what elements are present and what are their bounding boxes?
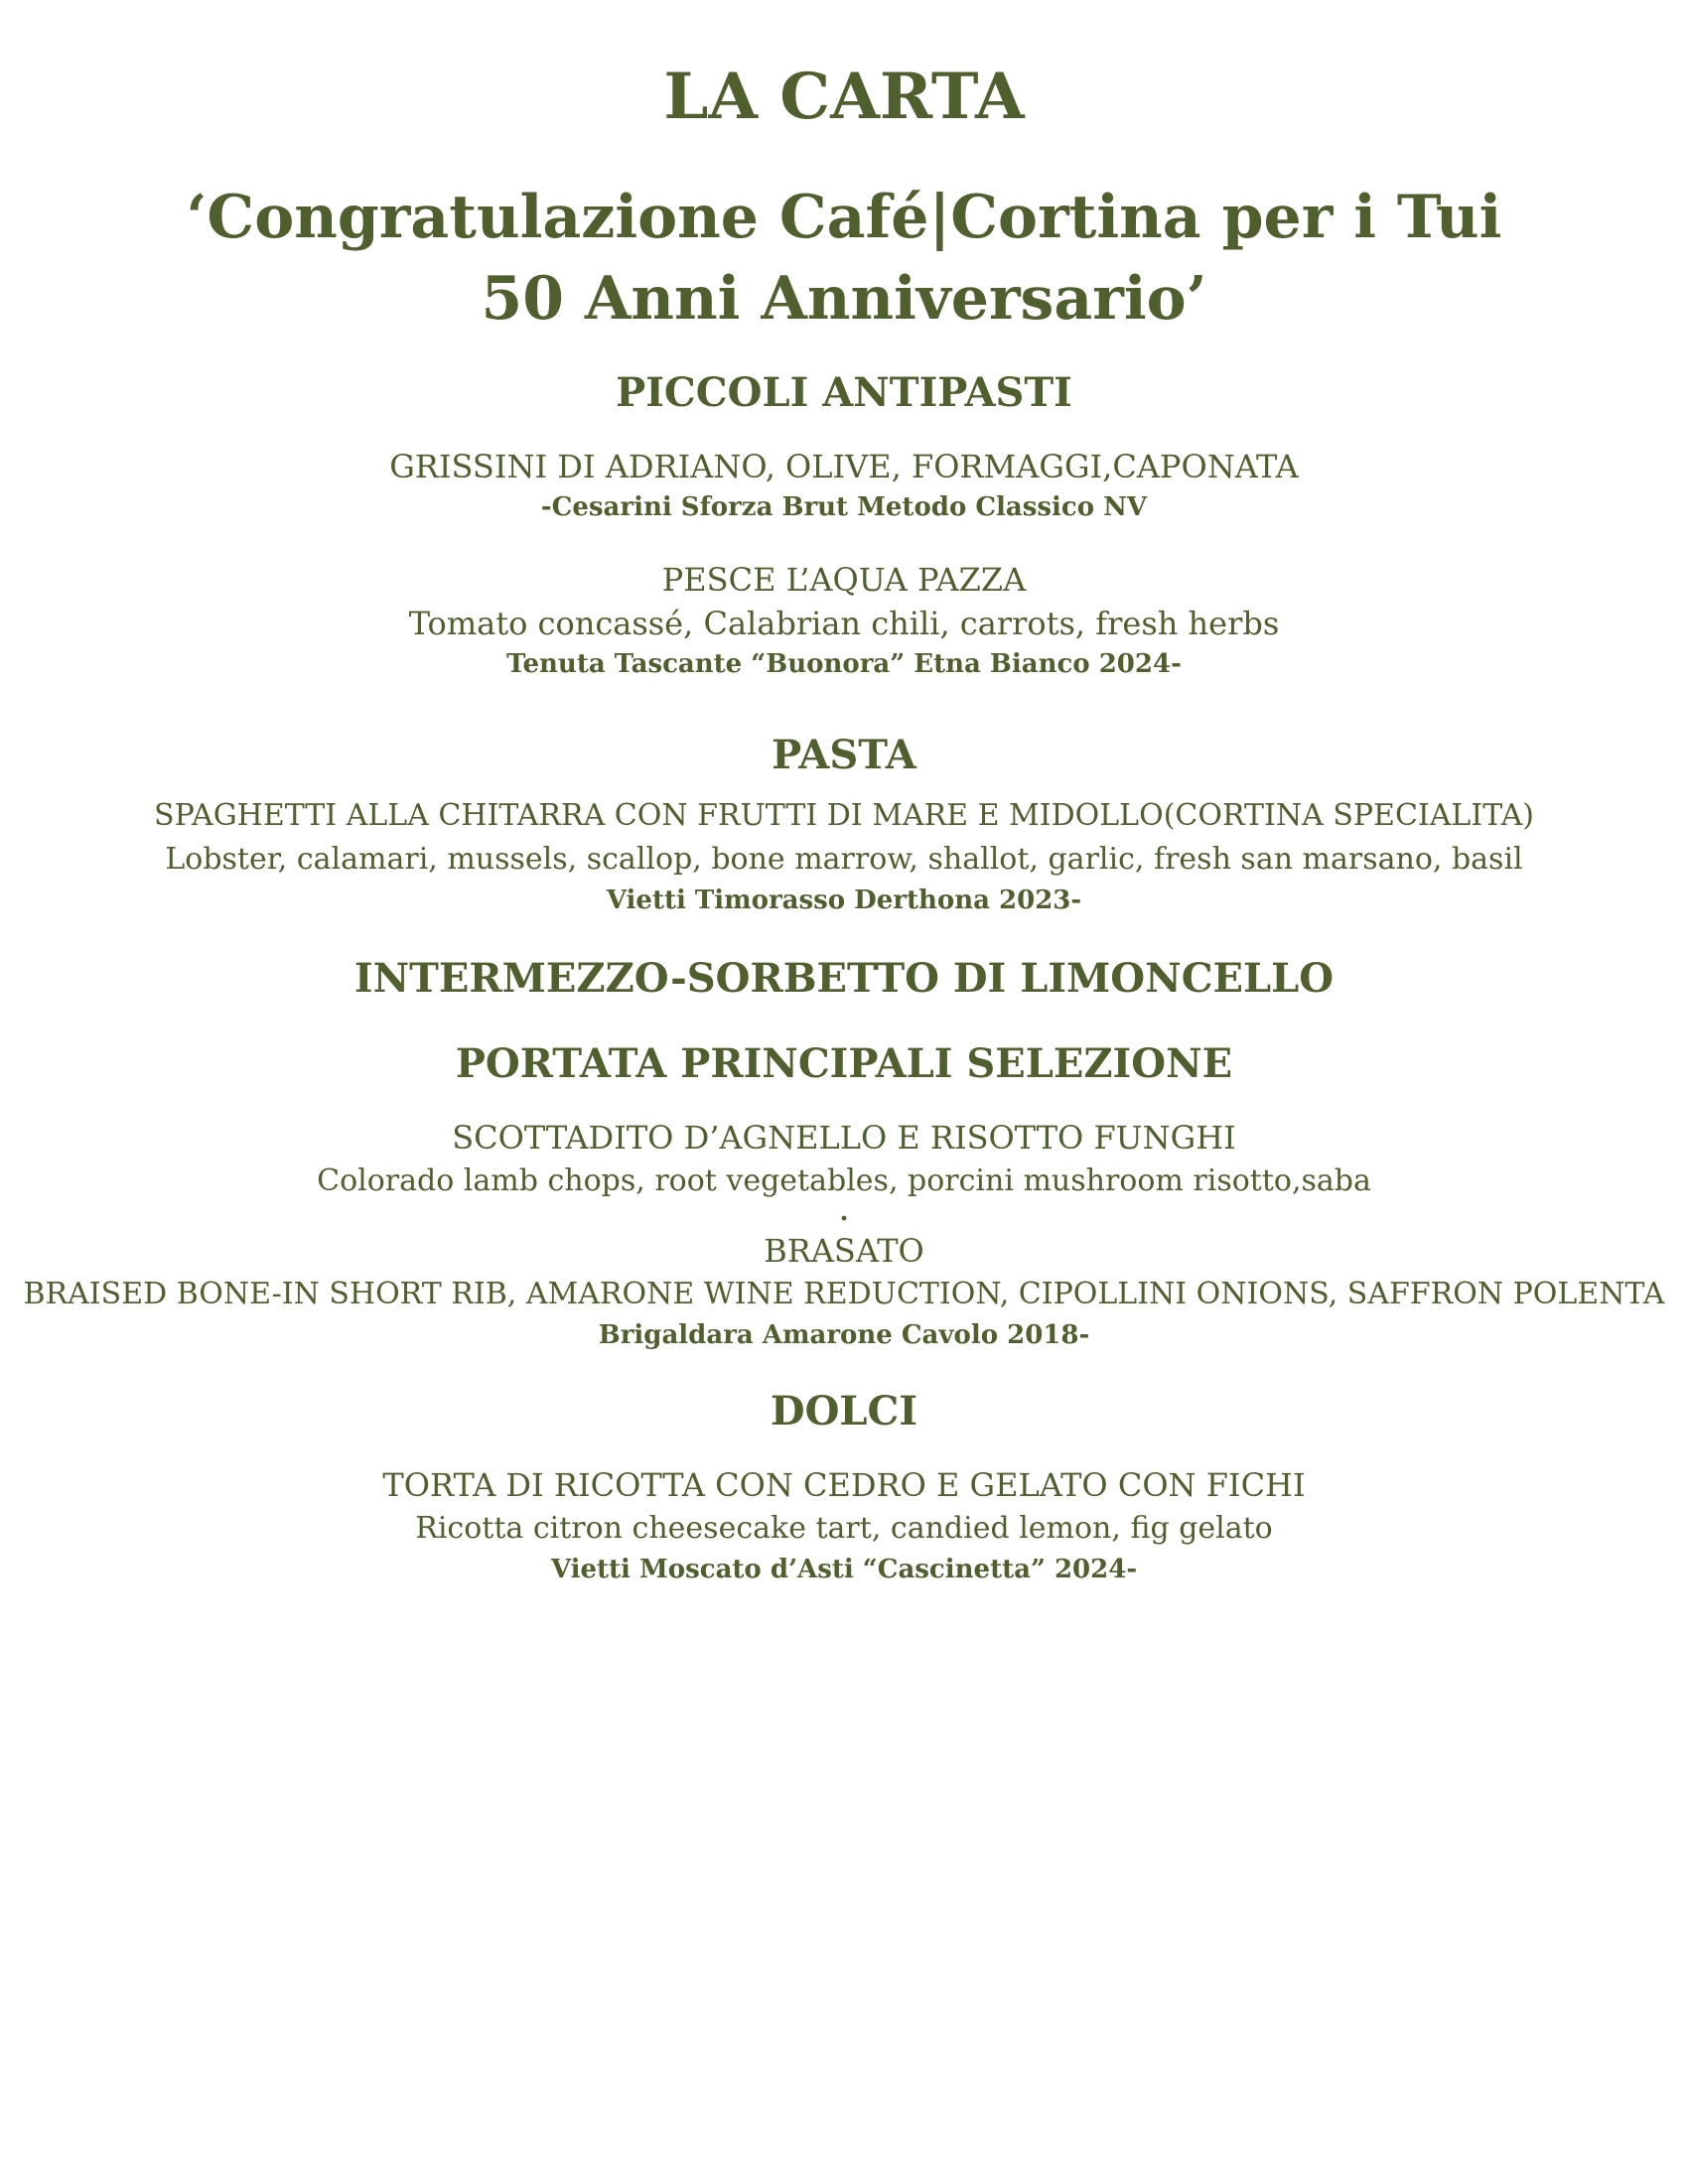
wine-pairing: Tenuta Tascante “Buonora” Etna Bianco 2024- — [506, 649, 1182, 679]
section-heading: INTERMEZZO-SORBETTO DI LIMONCELLO — [353, 955, 1335, 1002]
menu-item — [0, 1463, 1688, 1588]
dish-description: Tomato concassé, Calabrian chili, carrots, fresh herbs — [408, 605, 1280, 642]
menu-subtitle — [0, 177, 1688, 340]
wine-pairing: Vietti Timorasso Derthona 2023- — [606, 886, 1082, 915]
section-heading: DOLCI — [770, 1388, 918, 1434]
section-heading: PASTA — [772, 732, 916, 778]
dish-name: BRASATO — [764, 1232, 924, 1270]
menu-item — [0, 794, 1688, 919]
subtitle-line-2: 50 Anni Anniversario’ — [481, 264, 1207, 334]
section-dolci — [0, 1386, 1688, 1437]
dish-description: Colorado lamb chops, root vegetables, porcini mushroom risotto,saba — [317, 1163, 1371, 1198]
dish-name: SPAGHETTI ALLA CHITARRA CON FRUTTI DI MARE E MIDOLLO(CORTINA SPECIALITA) — [154, 798, 1534, 833]
menu-item — [0, 445, 1688, 526]
menu-item — [0, 558, 1688, 683]
dish-name: SCOTTADITO D’AGNELLO E RISOTTO FUNGHI — [452, 1119, 1236, 1157]
menu-item — [0, 1229, 1688, 1354]
section-heading: PICCOLI ANTIPASTI — [616, 369, 1072, 416]
dish-description: Ricotta citron cheesecake tart, candied lemon, fig gelato — [415, 1511, 1273, 1546]
section-antipasti — [0, 367, 1688, 419]
dish-description: BRAISED BONE-IN SHORT RIB, AMARONE WINE REDUCTION, CIPOLLINI ONIONS, SAFFRON POLENTA — [23, 1277, 1665, 1311]
section-main-courses — [0, 1038, 1688, 1090]
wine-pairing: Brigaldara Amarone Cavolo 2018- — [598, 1320, 1090, 1350]
subtitle-line-1: ‘Congratulazione Café|Cortina per i Tui — [186, 183, 1502, 252]
dish-name: TORTA DI RICOTTA CON CEDRO E GELATO CON FICHI — [382, 1466, 1306, 1504]
menu-item — [0, 1116, 1688, 1227]
dish-name: GRISSINI DI ADRIANO, OLIVE, FORMAGGI,CAPONATA — [389, 448, 1299, 485]
section-heading: PORTATA PRINCIPALI SELEZIONE — [455, 1040, 1233, 1087]
menu-title: LA CARTA — [663, 60, 1025, 134]
wine-pairing: Vietti Moscato d’Asti “Cascinetta” 2024- — [550, 1555, 1138, 1584]
dish-name: PESCE L’AQUA PAZZA — [661, 561, 1027, 599]
section-pasta — [0, 730, 1688, 781]
item-separator: . — [839, 1197, 849, 1227]
dish-description: Lobster, calamari, mussels, scallop, bone marrow, shallot, garlic, fresh san marsano, basil — [165, 842, 1523, 877]
wine-pairing: -Cesarini Sforza Brut Metodo Classico NV — [540, 492, 1148, 522]
section-intermezzo — [0, 953, 1688, 1005]
